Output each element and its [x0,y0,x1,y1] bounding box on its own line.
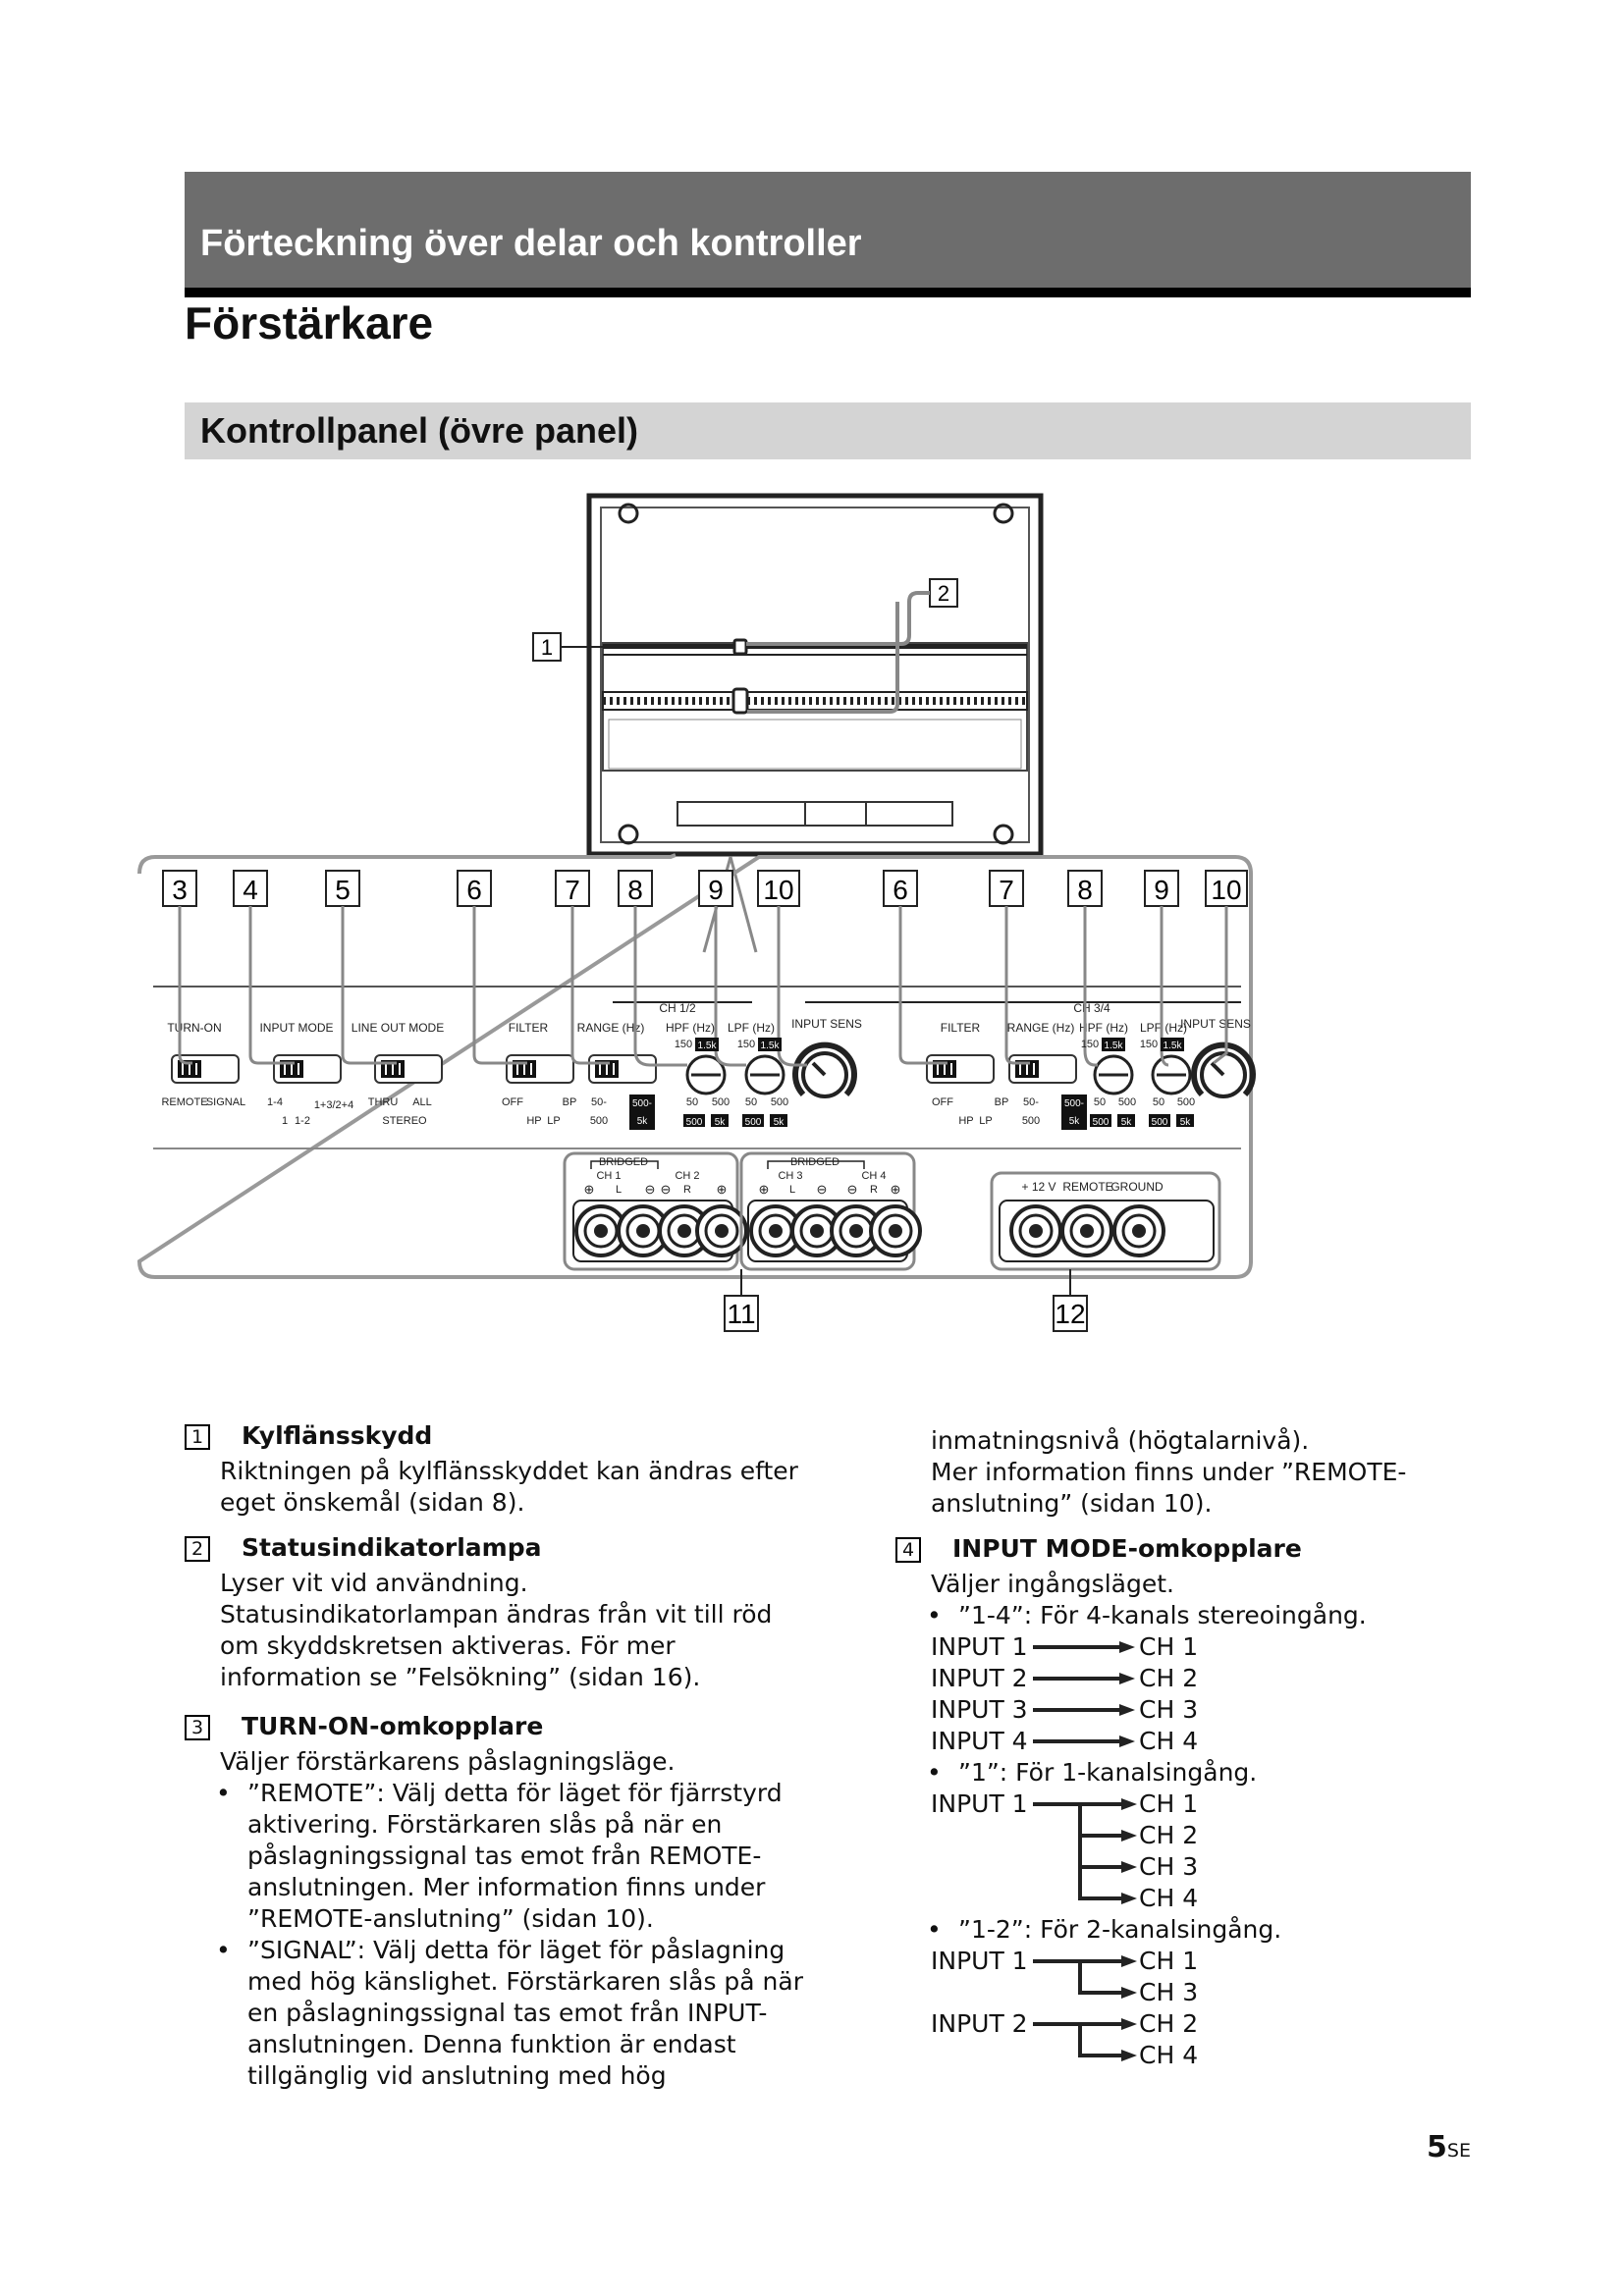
mode-1-mapping [931,1789,1485,1914]
svg-text:500: 500 [744,1117,762,1128]
mode14-out-2: CH 2 [1139,1664,1199,1692]
range-500-a: 500 [589,1115,609,1127]
input-sens-knob-a [795,1045,854,1096]
label-input-mode: INPUT MODE [259,1021,334,1035]
svg-text:1.5k: 1.5k [1104,1041,1123,1051]
input-mode-switch [274,1055,341,1083]
mode-1-label: • ”1”: För 1-kanalsingång. [895,1757,1485,1789]
hpf-a-50: 50 [685,1096,699,1108]
ch4-label: CH 4 [861,1170,887,1182]
mode1-in-1: INPUT 1 [931,1789,1028,1818]
pos-off-a: OFF [502,1096,523,1108]
svg-text:500-: 500- [631,1098,653,1109]
callout-11: 11 [727,1299,756,1329]
lpf-b-500: 500 [1176,1096,1196,1108]
mode14-out-1: CH 1 [1139,1632,1199,1661]
lpf-a-500-badge [742,1114,764,1128]
item-4-heading [895,1533,1485,1569]
pos-1-2: 1-2 [295,1115,310,1127]
hpf-b-150: 150 [1080,1039,1100,1050]
pos-1324: 1+3/2+4 [313,1099,354,1111]
control-panel-diagram [161,486,1463,1379]
item-1-heading [185,1420,813,1456]
item-1-number: 1 [185,1424,210,1450]
range-50-b: 50- [1023,1096,1039,1108]
ch2-label: CH 2 [675,1170,700,1182]
mode14-in-2: INPUT 2 [931,1664,1028,1692]
speaker-terminals-ch34 [741,1153,920,1269]
bridged-label-b: BRIDGED [789,1156,840,1168]
pos-off-b: OFF [932,1096,953,1108]
svg-text:1.5k: 1.5k [697,1041,717,1051]
hpf-b-1-5k-badge [1102,1038,1125,1051]
range-switch-a [589,1055,656,1083]
item-3-heading [185,1711,813,1746]
svg-text:1.5k: 1.5k [1163,1041,1182,1051]
callout-8-b: 8 [1077,875,1093,905]
item-3-bullet-remote: • ”REMOTE”: Välj detta för läget för fjärrstyrd aktivering. Förstärkaren slås på när en påslagningssignal tas emot från REMOTE-anslutningen. Mer information finns under ”REMOTE-anslutning” (sidan 10). [185,1778,813,1935]
svg-text:500-: 500- [1063,1098,1085,1109]
label-ch12: CH 1/2 [659,1001,696,1015]
item-1-text: Riktningen på kylflänsskyddet kan ändras efter eget önskemål (sidan 8). [220,1457,798,1517]
mode12-out-3: CH 2 [1139,2009,1199,2038]
callout-10-b: 10 [1211,875,1242,905]
callout-7-b: 7 [999,875,1014,905]
lpf-b-150: 150 [1139,1039,1159,1050]
minus-ch4: ⊖ [846,1182,858,1197]
hpf-a-150: 150 [674,1039,693,1050]
mode1-out-1: CH 1 [1139,1789,1199,1818]
label-hpf-a: HPF (Hz) [666,1021,715,1035]
item-3-continued-2: Mer information finns under ”REMOTE-anslutning” (sidan 10). [931,1458,1407,1518]
callout-2: 2 [937,581,950,606]
label-filter-a: FILTER [508,1021,549,1035]
label-lpf-a: LPF (Hz) [728,1021,775,1035]
callout-7-a: 7 [565,875,580,905]
mode-1-4-label: • ”1-4”: För 4-kanals stereoingång. [895,1600,1485,1631]
mode-1-2-mapping [931,1946,1485,2071]
lpf-b-5k-badge [1176,1114,1194,1128]
mode-1-4-mapping [931,1631,1485,1757]
mode1-out-3: CH 3 [1139,1852,1199,1881]
item-3-number: 3 [185,1715,210,1740]
callout-1: 1 [540,635,554,660]
item-2-text-2: Statusindikatorlampan ändras från vit till röd om skyddskretsen aktiveras. För mer information se ”Felsökning” (sidan 16). [220,1600,773,1691]
hpf-a-500: 500 [711,1096,731,1108]
speaker-terminals-ch12 [565,1153,746,1269]
lpf-b-1-5k-badge [1161,1038,1184,1051]
pos-remote: REMOTE [161,1096,208,1108]
label-input-sens-a: INPUT SENS [791,1017,862,1031]
mode14-in-3: INPUT 3 [931,1695,1028,1724]
ch4-r-label: R [870,1184,878,1196]
arrow-icon [1033,1737,1135,1745]
bridged-label-a: BRIDGED [598,1156,649,1168]
page-number-suffix: SE [1446,2140,1471,2162]
label-filter-b: FILTER [940,1021,981,1035]
svg-text:5k: 5k [1120,1117,1132,1128]
callout-5: 5 [335,875,351,905]
callout-6-a: 6 [466,875,482,905]
range-5k-badge-a [629,1095,655,1130]
lpf-a-1-5k-badge [758,1038,782,1051]
ch1-label: CH 1 [596,1170,622,1182]
plus-ch2: ⊕ [716,1182,728,1197]
label-remote-terminal: REMOTE [1062,1180,1113,1194]
plus-ch4: ⊕ [890,1182,901,1197]
item-3-text: Väljer förstärkarens påslagningsläge. [220,1747,676,1776]
minus-ch1: ⊖ [644,1182,656,1197]
left-column [185,1420,813,2092]
svg-text:1.5k: 1.5k [760,1041,780,1051]
pos-signal: SIGNAL [205,1096,246,1108]
plus-ch1: ⊕ [583,1182,595,1197]
lpf-a-5k-badge [770,1114,787,1128]
mode12-out-4: CH 4 [1139,2041,1199,2069]
svg-text:500: 500 [1092,1117,1110,1128]
mode12-out-2: CH 3 [1139,1978,1199,2006]
mode-1-2-label: • ”1-2”: För 2-kanalsingång. [895,1914,1485,1946]
lpf-knob-a [746,1056,784,1094]
ch3-l-label: L [788,1184,796,1196]
lpf-a-50: 50 [744,1096,758,1108]
minus-ch2: ⊖ [660,1182,672,1197]
branch-arrows-icon [1033,1789,1139,1914]
ch2-r-label: R [683,1184,691,1196]
svg-text:500: 500 [685,1117,703,1128]
callout-4: 4 [243,875,258,905]
mode12-in-1: INPUT 1 [931,1947,1028,1975]
arrow-icon [1033,1675,1135,1682]
callout-12: 12 [1055,1299,1086,1329]
mode12-in-2: INPUT 2 [931,2009,1028,2038]
hpf-knob-b [1095,1056,1132,1094]
callout-6-b: 6 [893,875,908,905]
svg-text:5k: 5k [636,1116,648,1127]
pos-hp-a: HP [526,1115,542,1127]
page-number [1427,2130,1471,2164]
arrow-icon [1033,1706,1135,1714]
lpf-a-150: 150 [736,1039,756,1050]
input-sens-knob-b [1194,1045,1253,1096]
arrow-icon [1033,1643,1135,1651]
ch1-l-label: L [615,1184,623,1196]
mode14-out-3: CH 3 [1139,1695,1199,1724]
callout-9-b: 9 [1154,875,1169,905]
svg-text:5k: 5k [1068,1116,1080,1127]
hpf-a-500-badge [683,1114,705,1128]
pos-lp-a: LP [547,1115,561,1127]
ch3-label: CH 3 [778,1170,803,1182]
subsection-title: Kontrollpanel (övre panel) [200,410,639,451]
page-title: Förstärkare [185,297,434,348]
callout-9-a: 9 [708,875,724,905]
callout-10-a: 10 [763,875,794,905]
item-4-title: INPUT MODE-omkopplare [952,1534,1302,1563]
mode14-in-1: INPUT 1 [931,1632,1028,1661]
item-3-title: TURN-ON-omkopplare [242,1712,544,1740]
lpf-b-50: 50 [1152,1096,1165,1108]
mode1-out-4: CH 4 [1139,1884,1199,1912]
minus-ch3: ⊖ [816,1182,828,1197]
pos-all: ALL [412,1096,432,1108]
item-2-text-1: Lyser vit vid användning. [220,1569,528,1597]
amplifier-top-view [589,496,1041,952]
hpf-b-50: 50 [1093,1096,1107,1108]
item-3-bullet-signal: • ”SIGNAL”: Välj detta för läget för påslagning med hög känslighet. Förstärkaren slås på när en påslagningssignal tas emot från INPUT-anslutningen. Denna funktion är endast tillgänglig vid anslutning med hög [185,1935,813,2092]
svg-text:5k: 5k [773,1117,785,1128]
section-title: Förteckning över delar och kontroller [200,223,862,264]
item-4-text: Väljer ingångsläget. [931,1570,1174,1598]
hpf-b-500: 500 [1117,1096,1137,1108]
mode12-out-1: CH 1 [1139,1947,1199,1975]
callout-8-a: 8 [627,875,643,905]
item-4-number: 4 [895,1537,921,1563]
mode14-in-4: INPUT 4 [931,1727,1028,1755]
label-range-b: RANGE (Hz) [1006,1021,1075,1035]
filter-switch-a [507,1055,573,1083]
label-ch34: CH 3/4 [1073,1001,1110,1015]
label-input-sens-b: INPUT SENS [1180,1017,1251,1031]
lpf-knob-b [1153,1056,1190,1094]
item-2-title: Statusindikatorlampa [242,1533,542,1562]
page-number-value: 5 [1427,2130,1447,2164]
pos-lp-b: LP [979,1115,993,1127]
svg-text:500: 500 [1151,1117,1168,1128]
pos-stereo: STEREO [382,1115,427,1127]
hpf-a-5k-badge [711,1114,729,1128]
pos-thru: THRU [367,1096,399,1108]
label-hpf-b: HPF (Hz) [1079,1021,1128,1035]
lpf-a-500: 500 [770,1096,789,1108]
label-12v: + 12 V [1021,1180,1056,1194]
section-header-bar [185,172,1471,292]
svg-text:5k: 5k [1179,1117,1191,1128]
pos-1: 1 [281,1115,289,1127]
item-2-heading [185,1532,813,1568]
range-50-a: 50- [591,1096,607,1108]
branch-arrows-icon [1033,1946,1139,2071]
plus-ch3: ⊕ [758,1182,770,1197]
pos-bp-a: BP [562,1096,577,1108]
pos-1-4: 1-4 [267,1096,283,1108]
hpf-b-500-badge [1090,1114,1111,1128]
label-ground: GROUND [1110,1180,1164,1194]
range-5k-badge-b [1061,1095,1087,1130]
label-line-out-mode: LINE OUT MODE [351,1021,445,1035]
right-column [895,1425,1485,2071]
line-out-mode-switch [375,1055,442,1083]
pos-bp-b: BP [994,1096,1009,1108]
item-3-continued-1: inmatningsnivå (högtalarnivå). [931,1426,1310,1455]
item-1-title: Kylflänsskydd [242,1421,433,1450]
label-lpf-b: LPF (Hz) [1140,1021,1187,1035]
item-2-number: 2 [185,1536,210,1562]
svg-text:5k: 5k [714,1117,726,1128]
range-switch-b [1009,1055,1076,1083]
hpf-b-5k-badge [1117,1114,1135,1128]
label-range-a: RANGE (Hz) [576,1021,645,1035]
hpf-a-1-5k-badge [695,1038,719,1051]
subsection-header-bar [185,402,1471,459]
mode1-out-2: CH 2 [1139,1821,1199,1849]
range-500-b: 500 [1021,1115,1041,1127]
filter-switch-b [927,1055,994,1083]
label-turn-on: TURN-ON [167,1021,222,1035]
mode14-out-4: CH 4 [1139,1727,1199,1755]
pos-hp-b: HP [958,1115,974,1127]
lpf-b-500-badge [1149,1114,1170,1128]
callout-3: 3 [172,875,188,905]
